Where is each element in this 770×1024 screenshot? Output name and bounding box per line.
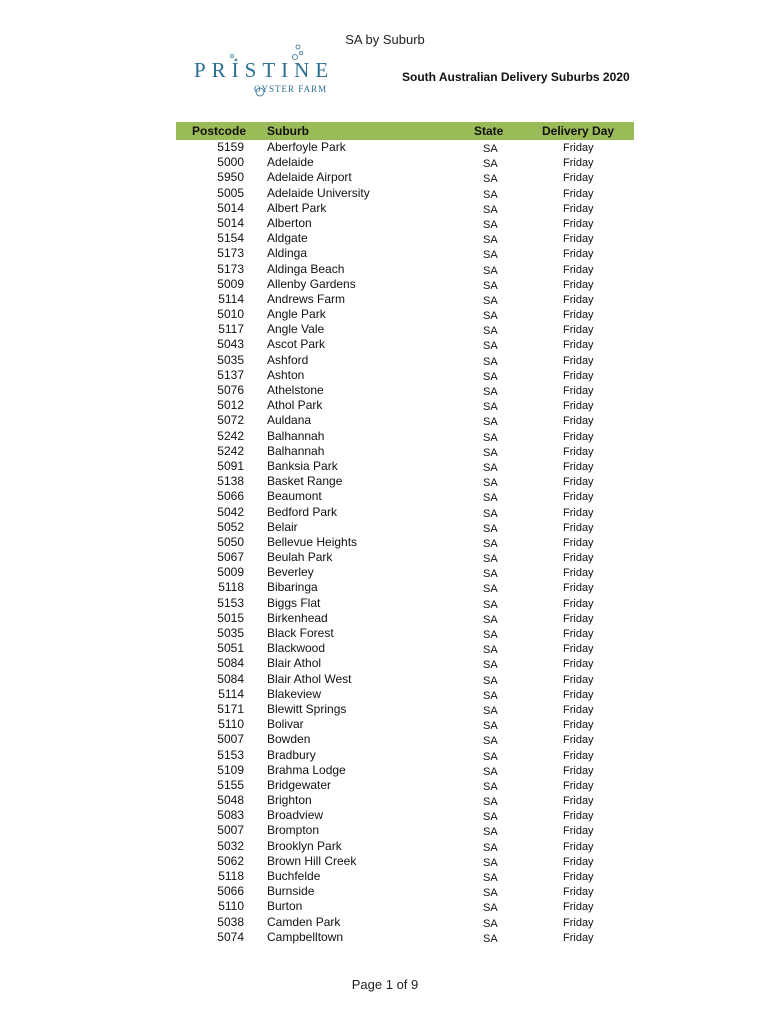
suburb-cell: Aberfoyle Park bbox=[267, 140, 346, 154]
state-cell: SA bbox=[483, 370, 498, 383]
postcode-cell: 5012 bbox=[217, 398, 244, 413]
state-cell: SA bbox=[483, 629, 498, 641]
state-cell: SA bbox=[483, 386, 498, 398]
delivery-day-cell: Friday bbox=[563, 795, 594, 808]
state-cell: SA bbox=[483, 143, 498, 155]
suburb-cell: Albert Park bbox=[267, 200, 327, 215]
postcode-cell: 5109 bbox=[217, 762, 244, 777]
postcode-cell: 5032 bbox=[217, 838, 244, 853]
delivery-day-cell: Friday bbox=[563, 688, 594, 701]
table-row bbox=[176, 398, 634, 413]
postcode-cell: 5035 bbox=[217, 352, 244, 367]
table-row bbox=[176, 505, 634, 520]
table-row bbox=[176, 763, 634, 778]
table-row bbox=[176, 641, 634, 656]
suburb-cell: Buchfelde bbox=[267, 869, 321, 883]
delivery-day-cell: Friday bbox=[563, 582, 594, 595]
state-cell: SA bbox=[483, 522, 498, 535]
table-row bbox=[176, 201, 634, 216]
state-cell: SA bbox=[483, 340, 498, 353]
state-cell: SA bbox=[483, 173, 498, 186]
state-cell: SA bbox=[483, 568, 498, 581]
suburb-cell: Brompton bbox=[267, 823, 320, 838]
table-row bbox=[176, 277, 634, 292]
postcode-cell: 5155 bbox=[217, 777, 244, 792]
state-cell: SA bbox=[483, 765, 498, 778]
state-cell: SA bbox=[483, 917, 498, 930]
table-row bbox=[176, 899, 634, 914]
delivery-day-cell: Friday bbox=[563, 172, 594, 185]
table-row bbox=[176, 854, 634, 869]
delivery-day-cell: Friday bbox=[563, 810, 594, 823]
suburb-cell: Biggs Flat bbox=[267, 595, 321, 610]
logo-tagline: OYSTER FARM bbox=[254, 84, 328, 94]
postcode-cell: 5242 bbox=[217, 443, 244, 458]
suburb-cell: Beulah Park bbox=[267, 550, 333, 565]
state-cell: SA bbox=[483, 218, 498, 231]
delivery-day-cell: Friday bbox=[563, 445, 594, 458]
suburb-cell: Balhannah bbox=[267, 428, 325, 443]
state-cell: SA bbox=[483, 477, 498, 490]
suburb-cell: Burnside bbox=[267, 884, 315, 899]
delivery-day-cell: Friday bbox=[563, 430, 594, 443]
table-row bbox=[176, 368, 634, 383]
table-row bbox=[176, 596, 634, 611]
postcode-cell: 5067 bbox=[217, 550, 244, 565]
table-row bbox=[176, 535, 634, 550]
state-cell: SA bbox=[483, 856, 498, 869]
page-header: SA by Suburb bbox=[345, 32, 425, 47]
postcode-cell: 5052 bbox=[217, 519, 244, 534]
suburb-cell: Bridgewater bbox=[267, 777, 332, 792]
state-cell: SA bbox=[483, 735, 498, 748]
state-cell: SA bbox=[483, 492, 498, 505]
state-cell: SA bbox=[483, 811, 498, 824]
table-row bbox=[176, 839, 634, 854]
postcode-cell: 5153 bbox=[217, 747, 244, 762]
delivery-day-cell: Friday bbox=[563, 506, 594, 519]
delivery-day-cell: Friday bbox=[563, 202, 594, 215]
delivery-day-cell: Friday bbox=[563, 157, 594, 170]
postcode-cell: 5042 bbox=[217, 504, 244, 519]
suburb-cell: Brahma Lodge bbox=[267, 762, 346, 777]
suburb-cell: Aldgate bbox=[267, 231, 308, 246]
state-cell: SA bbox=[483, 553, 498, 566]
table-row bbox=[176, 778, 634, 793]
suburb-cell: Andrews Farm bbox=[267, 291, 346, 306]
state-cell: SA bbox=[483, 461, 498, 474]
delivery-day-cell: Friday bbox=[563, 931, 594, 944]
delivery-day-cell: Friday bbox=[563, 703, 594, 716]
postcode-cell: 5242 bbox=[217, 428, 244, 443]
delivery-day-cell: Friday bbox=[563, 460, 594, 473]
postcode-cell: 5062 bbox=[217, 853, 244, 868]
suburb-cell: Adelaide University bbox=[267, 185, 370, 200]
delivery-day-cell: Friday bbox=[563, 248, 594, 261]
table-row bbox=[176, 748, 634, 763]
postcode-cell: 5014 bbox=[217, 200, 244, 215]
state-cell: SA bbox=[483, 902, 498, 915]
delivery-day-cell: Friday bbox=[563, 871, 594, 883]
suburb-cell: Alberton bbox=[267, 215, 312, 230]
postcode-cell: 5091 bbox=[217, 458, 244, 473]
logo-wordmark: PRISTINE bbox=[194, 58, 335, 82]
suburb-table bbox=[176, 122, 634, 945]
postcode-cell: 5005 bbox=[217, 185, 244, 200]
postcode-cell: 5154 bbox=[217, 231, 244, 246]
state-cell: SA bbox=[483, 826, 498, 839]
delivery-day-cell: Friday bbox=[563, 476, 594, 489]
suburb-cell: Burton bbox=[267, 899, 303, 914]
postcode-cell: 5117 bbox=[218, 322, 244, 337]
table-row bbox=[176, 292, 634, 307]
delivery-day-cell: Friday bbox=[563, 916, 594, 929]
delivery-day-cell: Friday bbox=[563, 552, 594, 565]
postcode-cell: 5007 bbox=[217, 732, 244, 747]
pristine-logo bbox=[190, 44, 350, 100]
postcode-cell: 5000 bbox=[217, 155, 244, 170]
table-row bbox=[176, 307, 634, 322]
delivery-day-cell: Friday bbox=[563, 233, 594, 246]
table-row bbox=[176, 626, 634, 641]
state-cell: SA bbox=[483, 310, 498, 323]
state-cell: SA bbox=[483, 294, 498, 307]
col-postcode: Postcode bbox=[192, 124, 247, 138]
table-row bbox=[176, 413, 634, 428]
state-cell: SA bbox=[483, 234, 498, 247]
state-cell: SA bbox=[483, 720, 498, 733]
page-footer: Page 1 of 9 bbox=[351, 977, 419, 992]
table-row bbox=[176, 702, 634, 717]
delivery-day-cell: Friday bbox=[563, 278, 594, 291]
suburb-cell: Bolivar bbox=[267, 717, 304, 732]
postcode-cell: 5173 bbox=[217, 246, 244, 261]
state-cell: SA bbox=[483, 887, 498, 900]
suburb-cell: Blewitt Springs bbox=[267, 701, 347, 716]
postcode-cell: 5048 bbox=[217, 793, 244, 808]
table-row bbox=[176, 140, 634, 155]
table-row bbox=[176, 550, 634, 565]
postcode-cell: 5009 bbox=[217, 276, 244, 291]
suburb-cell: Banksia Park bbox=[267, 458, 338, 473]
state-cell: SA bbox=[483, 431, 498, 444]
delivery-day-cell: Friday bbox=[563, 612, 594, 625]
table-row bbox=[176, 489, 634, 504]
delivery-day-cell: Friday bbox=[563, 886, 594, 899]
delivery-day-cell: Friday bbox=[563, 840, 594, 853]
state-cell: SA bbox=[483, 446, 498, 459]
state-cell: SA bbox=[483, 704, 498, 717]
table-row bbox=[176, 565, 634, 580]
suburb-cell: Birkenhead bbox=[267, 610, 328, 625]
table-row bbox=[176, 459, 634, 474]
state-cell: SA bbox=[483, 872, 498, 884]
postcode-cell: 5076 bbox=[217, 383, 244, 397]
postcode-cell: 5083 bbox=[217, 808, 244, 823]
suburb-cell: Athelstone bbox=[267, 383, 324, 397]
postcode-cell: 5014 bbox=[217, 215, 244, 230]
suburb-cell: Balhannah bbox=[267, 443, 325, 458]
postcode-cell: 5137 bbox=[217, 367, 244, 382]
table-row bbox=[176, 793, 634, 808]
table-row bbox=[176, 915, 634, 930]
table-row bbox=[176, 717, 634, 732]
suburb-cell: Aldinga bbox=[267, 246, 308, 261]
table-row bbox=[176, 656, 634, 671]
table-row bbox=[176, 337, 634, 352]
table-row bbox=[176, 429, 634, 444]
state-cell: SA bbox=[483, 780, 498, 793]
postcode-cell: 5138 bbox=[217, 474, 244, 489]
delivery-day-cell: Friday bbox=[563, 400, 594, 413]
table-row bbox=[176, 262, 634, 277]
state-cell: SA bbox=[483, 750, 498, 763]
postcode-cell: 5153 bbox=[217, 595, 244, 610]
postcode-cell: 5118 bbox=[218, 580, 244, 595]
delivery-day-cell: Friday bbox=[563, 142, 594, 154]
delivery-day-cell: Friday bbox=[563, 643, 594, 656]
table-row bbox=[176, 155, 634, 170]
postcode-cell: 5072 bbox=[217, 413, 244, 428]
suburb-cell: Adelaide Airport bbox=[267, 170, 352, 185]
table-row bbox=[176, 474, 634, 489]
delivery-day-cell: Friday bbox=[563, 658, 594, 671]
delivery-day-cell: Friday bbox=[563, 354, 594, 367]
postcode-cell: 5009 bbox=[217, 565, 244, 580]
state-cell: SA bbox=[483, 401, 498, 414]
delivery-day-cell: Friday bbox=[563, 217, 594, 230]
table-header bbox=[176, 122, 634, 140]
postcode-cell: 5015 bbox=[217, 610, 244, 625]
suburb-cell: Bowden bbox=[267, 732, 311, 747]
state-cell: SA bbox=[483, 203, 498, 216]
state-cell: SA bbox=[483, 932, 498, 945]
table-row bbox=[176, 170, 634, 185]
table-row bbox=[176, 869, 634, 884]
state-cell: SA bbox=[483, 689, 498, 702]
delivery-day-cell: Friday bbox=[563, 567, 594, 580]
suburb-cell: Blackwood bbox=[267, 641, 326, 656]
postcode-cell: 5173 bbox=[217, 261, 244, 276]
suburb-cell: Ashford bbox=[267, 352, 309, 367]
postcode-cell: 5110 bbox=[218, 717, 244, 732]
delivery-day-cell: Friday bbox=[563, 536, 594, 549]
state-cell: SA bbox=[483, 264, 498, 277]
delivery-day-cell: Friday bbox=[563, 673, 594, 686]
table-row bbox=[176, 246, 634, 261]
suburb-cell: Auldana bbox=[267, 413, 312, 428]
suburb-cell: Broadview bbox=[267, 808, 324, 823]
col-state: State bbox=[474, 124, 504, 138]
postcode-cell: 5007 bbox=[217, 823, 244, 838]
document-heading: South Australian Delivery Suburbs 2020 bbox=[402, 70, 630, 84]
suburb-cell: Black Forest bbox=[267, 626, 334, 640]
suburb-cell: Aldinga Beach bbox=[267, 261, 345, 276]
delivery-day-cell: Friday bbox=[563, 628, 594, 640]
delivery-day-cell: Friday bbox=[563, 597, 594, 610]
postcode-cell: 5043 bbox=[217, 337, 244, 352]
state-cell: SA bbox=[483, 507, 498, 520]
state-cell: SA bbox=[483, 644, 498, 657]
state-cell: SA bbox=[483, 659, 498, 672]
suburb-cell: Blair Athol West bbox=[267, 671, 352, 686]
delivery-day-cell: Friday bbox=[563, 324, 594, 337]
state-cell: SA bbox=[483, 158, 498, 171]
table-row bbox=[176, 930, 634, 945]
suburb-cell: Blair Athol bbox=[267, 656, 322, 671]
suburb-cell: Camden Park bbox=[267, 914, 341, 929]
suburb-cell: Athol Park bbox=[267, 398, 323, 413]
suburb-cell: Blakeview bbox=[267, 686, 322, 701]
table-body bbox=[176, 140, 634, 945]
postcode-cell: 5066 bbox=[217, 884, 244, 899]
suburb-cell: Beaumont bbox=[267, 489, 322, 504]
table-row bbox=[176, 672, 634, 687]
state-cell: SA bbox=[483, 249, 498, 262]
delivery-day-cell: Friday bbox=[563, 825, 594, 838]
postcode-cell: 5171 bbox=[217, 701, 244, 716]
suburb-cell: Angle Park bbox=[267, 307, 326, 322]
suburb-cell: Adelaide bbox=[267, 155, 314, 170]
state-cell: SA bbox=[483, 674, 498, 687]
delivery-day-cell: Friday bbox=[563, 521, 594, 534]
postcode-cell: 5074 bbox=[217, 929, 244, 944]
delivery-day-cell: Friday bbox=[563, 764, 594, 777]
suburb-cell: Brighton bbox=[267, 793, 312, 808]
state-cell: SA bbox=[483, 796, 498, 809]
table-row bbox=[176, 444, 634, 459]
postcode-cell: 5114 bbox=[218, 686, 244, 701]
table-row bbox=[176, 231, 634, 246]
state-cell: SA bbox=[483, 188, 498, 201]
suburb-cell: Bibaringa bbox=[267, 580, 318, 595]
delivery-day-cell: Friday bbox=[563, 187, 594, 200]
table-row bbox=[176, 808, 634, 823]
suburb-cell: Beverley bbox=[267, 565, 314, 580]
state-cell: SA bbox=[483, 537, 498, 550]
suburb-cell: Bradbury bbox=[267, 747, 316, 762]
postcode-cell: 5950 bbox=[217, 170, 244, 185]
postcode-cell: 5084 bbox=[217, 671, 244, 686]
state-cell: SA bbox=[483, 355, 498, 368]
delivery-day-cell: Friday bbox=[563, 491, 594, 504]
suburb-cell: Bellevue Heights bbox=[267, 534, 358, 549]
table-row bbox=[176, 687, 634, 702]
state-cell: SA bbox=[483, 598, 498, 611]
postcode-cell: 5118 bbox=[218, 869, 244, 883]
postcode-cell: 5010 bbox=[217, 307, 244, 322]
postcode-cell: 5035 bbox=[217, 626, 244, 640]
delivery-day-cell: Friday bbox=[563, 734, 594, 747]
suburb-cell: Allenby Gardens bbox=[267, 276, 356, 291]
suburb-cell: Brown Hill Creek bbox=[267, 853, 357, 868]
postcode-cell: 5066 bbox=[217, 489, 244, 504]
suburb-cell: Brooklyn Park bbox=[267, 838, 342, 853]
table-row bbox=[176, 186, 634, 201]
table-row bbox=[176, 216, 634, 231]
delivery-day-cell: Friday bbox=[563, 855, 594, 868]
suburb-cell: Angle Vale bbox=[267, 322, 325, 337]
table-row bbox=[176, 580, 634, 595]
delivery-day-cell: Friday bbox=[563, 309, 594, 322]
state-cell: SA bbox=[483, 583, 498, 596]
postcode-cell: 5051 bbox=[217, 641, 244, 656]
delivery-day-cell: Friday bbox=[563, 415, 594, 428]
postcode-cell: 5110 bbox=[218, 899, 244, 914]
suburb-cell: Ascot Park bbox=[267, 337, 326, 352]
postcode-cell: 5038 bbox=[217, 914, 244, 929]
delivery-day-cell: Friday bbox=[563, 293, 594, 306]
delivery-day-cell: Friday bbox=[563, 779, 594, 792]
delivery-day-cell: Friday bbox=[563, 749, 594, 762]
delivery-day-cell: Friday bbox=[563, 369, 594, 382]
table-row bbox=[176, 383, 634, 398]
table-row bbox=[176, 322, 634, 337]
state-cell: SA bbox=[483, 841, 498, 854]
postcode-cell: 5159 bbox=[217, 140, 244, 154]
suburb-cell: Bedford Park bbox=[267, 504, 338, 519]
suburb-cell: Ashton bbox=[267, 367, 305, 382]
postcode-cell: 5050 bbox=[217, 534, 244, 549]
table-row bbox=[176, 732, 634, 747]
delivery-day-cell: Friday bbox=[563, 339, 594, 352]
suburb-cell: Belair bbox=[267, 519, 298, 534]
table-row bbox=[176, 611, 634, 626]
col-suburb: Suburb bbox=[267, 124, 309, 138]
table-row bbox=[176, 884, 634, 899]
postcode-cell: 5114 bbox=[218, 291, 244, 306]
suburb-cell: Campbelltown bbox=[267, 929, 344, 944]
table-row bbox=[176, 520, 634, 535]
state-cell: SA bbox=[483, 279, 498, 292]
suburb-cell: Basket Range bbox=[267, 474, 343, 489]
state-cell: SA bbox=[483, 613, 498, 626]
delivery-day-cell: Friday bbox=[563, 719, 594, 732]
state-cell: SA bbox=[483, 416, 498, 429]
delivery-day-cell: Friday bbox=[563, 385, 594, 397]
col-delivery-day: Delivery Day bbox=[542, 124, 615, 138]
table-row bbox=[176, 823, 634, 838]
state-cell: SA bbox=[483, 325, 498, 338]
table-row bbox=[176, 353, 634, 368]
postcode-cell: 5084 bbox=[217, 656, 244, 671]
delivery-day-cell: Friday bbox=[563, 263, 594, 276]
delivery-day-cell: Friday bbox=[563, 901, 594, 914]
